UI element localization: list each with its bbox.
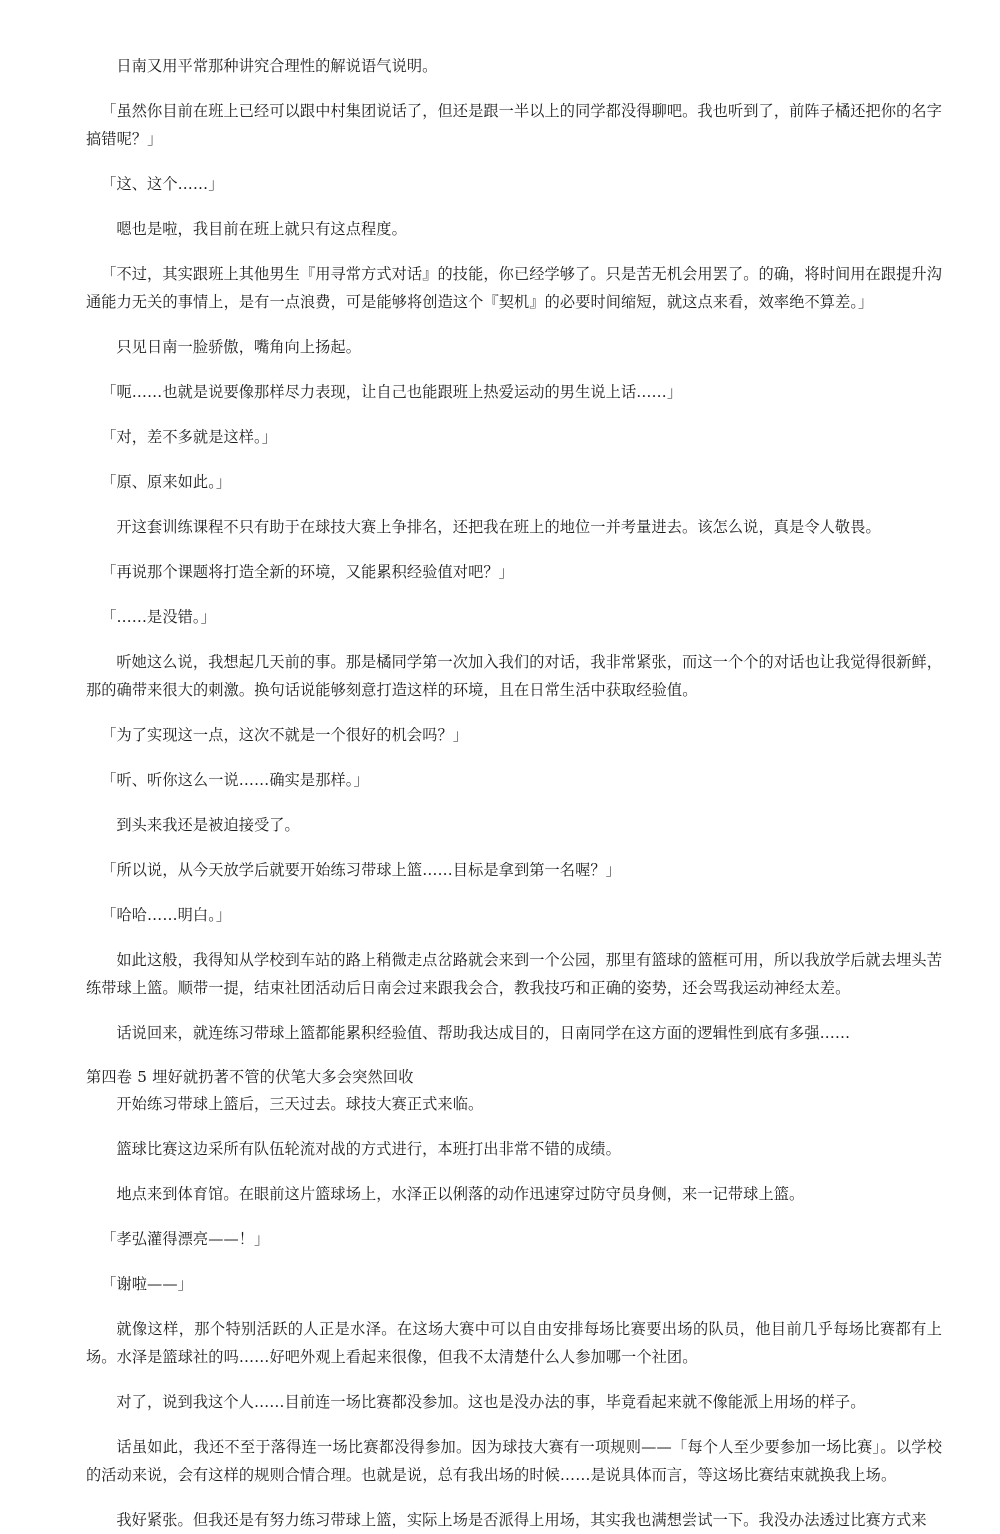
paragraph-dialogue: 「……是没错。」 xyxy=(101,608,216,626)
paragraph-dialogue: 「谢啦——」 xyxy=(101,1275,193,1293)
paragraph-dialogue: 「不过，其实跟班上其他男生『用寻常方式对话』的技能，你已经学够了。只是苦无机会用罢了。的确，将时间用在跟提升沟通能力无关的事情上，是有一点浪费，可是能够将创造这个『契机』的必要时间缩短，就这点来看，效率绝不算差。」 xyxy=(86,265,942,311)
paragraph-narration: 篮球比赛这边采所有队伍轮流对战的方式进行，本班打出非常不错的成绩。 xyxy=(116,1140,621,1158)
paragraph-narration: 开这套训练课程不只有助于在球技大赛上争排名，还把我在班上的地位一并考量进去。该怎么说，真是令人敬畏。 xyxy=(116,518,881,536)
paragraph-narration: 只见日南一脸骄傲，嘴角向上扬起。 xyxy=(116,338,361,356)
paragraph-narration: 嗯也是啦，我目前在班上就只有这点程度。 xyxy=(116,220,407,238)
paragraph-dialogue: 「对，差不多就是这样。」 xyxy=(101,428,278,446)
paragraph-narration: 听她这么说，我想起几天前的事。那是橘同学第一次加入我们的对话，我非常紧张，而这一个个的对话也让我觉得很新鲜，那的确带来很大的刺激。换句话说能够刻意打造这样的环境，且在日常生活中获取经验值。 xyxy=(86,653,942,699)
paragraph-narration: 话虽如此，我还不至于落得连一场比赛都没得参加。因为球技大赛有一项规则——「每个人至少要参加一场比赛」。以学校的活动来说，会有这样的规则合情合理。也就是说，总有我出场的时候……是说具体而言，等这场比赛结束就换我上场。 xyxy=(86,1438,942,1484)
chapter-section xyxy=(86,1064,942,1118)
paragraph-narration: 就像这样，那个特别活跃的人正是水泽。在这场大赛中可以自由安排每场比赛要出场的队员，他目前几乎每场比赛都有上场。水泽是篮球社的吗……好吧外观上看起来很像，但我不太清楚什么人参加哪一个社团。 xyxy=(86,1320,942,1366)
paragraph-dialogue: 「再说那个课题将打造全新的环境，又能累积经验值对吧？」 xyxy=(101,563,514,581)
paragraph-narration: 日南又用平常那种讲究合理性的解说语气说明。 xyxy=(116,57,438,75)
paragraph-narration: 开始练习带球上篮后，三天过去。球技大赛正式来临。 xyxy=(116,1095,484,1113)
paragraph-narration: 到头来我还是被迫接受了。 xyxy=(116,816,300,834)
paragraph-dialogue: 「孝弘灌得漂亮——！」 xyxy=(101,1230,270,1248)
paragraph-dialogue: 「听、听你这么一说……确实是那样。」 xyxy=(101,771,369,789)
paragraph-dialogue: 「原、原来如此。」 xyxy=(101,473,232,491)
paragraph-dialogue: 「这、这个……」 xyxy=(101,175,224,193)
paragraph-narration: 地点来到体育馆。在眼前这片篮球场上，水泽正以俐落的动作迅速穿过防守员身侧，来一记带球上篮。 xyxy=(116,1185,805,1203)
paragraph-dialogue: 「为了实现这一点，这次不就是一个很好的机会吗？」 xyxy=(101,726,469,744)
paragraph-dialogue: 「哈哈……明白。」 xyxy=(101,906,232,924)
paragraph-narration: 对了，说到我这个人……目前连一场比赛都没参加。这也是没办法的事，毕竟看起来就不像能派上用场的样子。 xyxy=(116,1393,866,1411)
document-body xyxy=(86,52,942,1534)
paragraph-narration: 我好紧张。但我还是有努力练习带球上篮，实际上场是否派得上用场，其实我也满想尝试一下。我没办法透过比赛方式来 xyxy=(116,1511,927,1529)
chapter-title: 第四卷 5 埋好就扔著不管的伏笔大多会突然回收 xyxy=(86,1068,414,1086)
paragraph-dialogue: 「虽然你目前在班上已经可以跟中村集团说话了，但还是跟一半以上的同学都没得聊吧。我也听到了，前阵子橘还把你的名字搞错呢？」 xyxy=(86,102,942,148)
paragraph-dialogue: 「呃……也就是说要像那样尽力表现，让自己也能跟班上热爱运动的男生说上话……」 xyxy=(101,383,683,401)
paragraph-dialogue: 「所以说，从今天放学后就要开始练习带球上篮……目标是拿到第一名喔？」 xyxy=(101,861,621,879)
paragraph-narration: 话说回来，就连练习带球上篮都能累积经验值、帮助我达成目的，日南同学在这方面的逻辑性到底有多强…… xyxy=(116,1024,851,1042)
paragraph-narration: 如此这般，我得知从学校到车站的路上稍微走点岔路就会来到一个公园，那里有篮球的篮框可用，所以我放学后就去埋头苦练带球上篮。顺带一提，结束社团活动后日南会过来跟我会合，教我技巧和正确的姿势，还会骂我运动神经太差。 xyxy=(86,951,942,997)
